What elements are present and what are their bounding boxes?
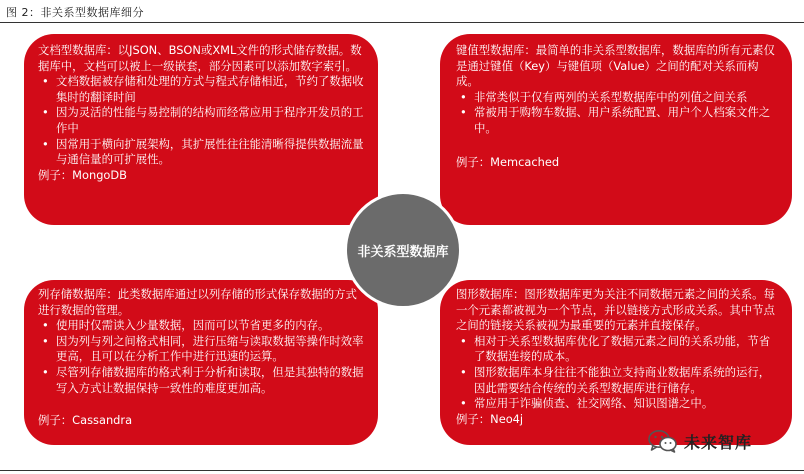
center-hub-label: 非关系型数据库	[357, 244, 449, 260]
column-db-bullet: • 尽管列存储数据库的格式利于分析和读取，但是其独特的数据写入方式让数据保持一致性的难度更加高。	[38, 365, 364, 396]
document-db-intro: 文档型数据库：以JSON、BSON或XML文件的形式储存数据。数据库中，文档可以被上一级嵌套，部分因素可以添加数字索引。	[38, 43, 362, 73]
document-db-card	[24, 34, 378, 225]
column-db-card	[24, 280, 378, 445]
keyvalue-db-bullets	[456, 90, 776, 137]
keyvalue-db-card	[440, 34, 792, 225]
document-db-bullet: • 因为灵活的性能与易控制的结构而经常应用于程序开发员的工作中	[38, 105, 364, 136]
keyvalue-db-bullet: • 非常类似于仅有两列的关系型数据库中的列值之间关系	[456, 90, 776, 106]
brand-name: 未来智库	[684, 432, 753, 452]
document-db-bullet: • 文档数据被存储和处理的方式与程式存储相近，节约了数据收集时的翻译时间	[38, 74, 364, 105]
wechat-icon	[648, 429, 678, 453]
column-db-example: 例子：Cassandra	[38, 413, 133, 428]
center-hub	[344, 191, 462, 309]
graph-db-bullets	[456, 334, 776, 412]
keyvalue-db-bullet: • 常被用于购物车数据、用户系统配置、用户个人档案文件之中。	[456, 105, 776, 136]
graph-db-card	[440, 280, 792, 445]
column-db-bullets	[38, 318, 364, 396]
figure-title: 图 2：非关系型数据库细分	[6, 6, 144, 19]
document-db-example: 例子：MongoDB	[38, 167, 127, 182]
graph-db-bullet: • 相对于关系型数据库优化了数据元素之间的关系功能，节省了数据连接的成本。	[456, 334, 776, 365]
graph-db-intro: 图形数据库：图形数据库更为关注不同数据元素之间的关系。每一个元素都被视为一个节点，并以链接方式形成关系。其中节点之间的链接关系被视为最重要的元素并直接保存。	[456, 287, 775, 333]
graph-db-example: 例子：Neo4j	[456, 411, 524, 426]
keyvalue-db-example: 例子：Memcached	[456, 154, 560, 169]
document-db-bullet: • 因常用于横向扩展架构，其扩展性往往能清晰得提供数据流量与通信量的可扩展性。	[38, 137, 364, 168]
column-db-intro: 列存储数据库：此类数据库通过以列存储的形式保存数据的方式进行数据的管理。	[38, 287, 357, 317]
keyvalue-db-intro: 键值型数据库：最简单的非关系型数据库，数据库的所有元素仅是通过键值（Key）与键值项（Value）之间的配对关系而构成。	[456, 43, 775, 89]
column-db-bullet: • 因为列与列之间格式相同，进行压缩与读取数据等操作时效率更高，且可以在分析工作中进行迅速的运算。	[38, 334, 364, 365]
graph-db-bullet: • 常应用于诈骗侦查、社交网络、知识图谱之中。	[456, 396, 776, 412]
document-db-bullets	[38, 74, 364, 168]
brand-watermark	[648, 428, 752, 454]
column-db-bullet: • 使用时仅需读入少量数据，因而可以节省更多的内存。	[38, 318, 364, 334]
bottom-rule	[0, 470, 804, 471]
top-rule	[0, 22, 804, 23]
graph-db-bullet: • 图形数据库本身往往不能独立支持商业数据库系统的运行，因此需要结合传统的关系型数据库进行储存。	[456, 365, 776, 396]
